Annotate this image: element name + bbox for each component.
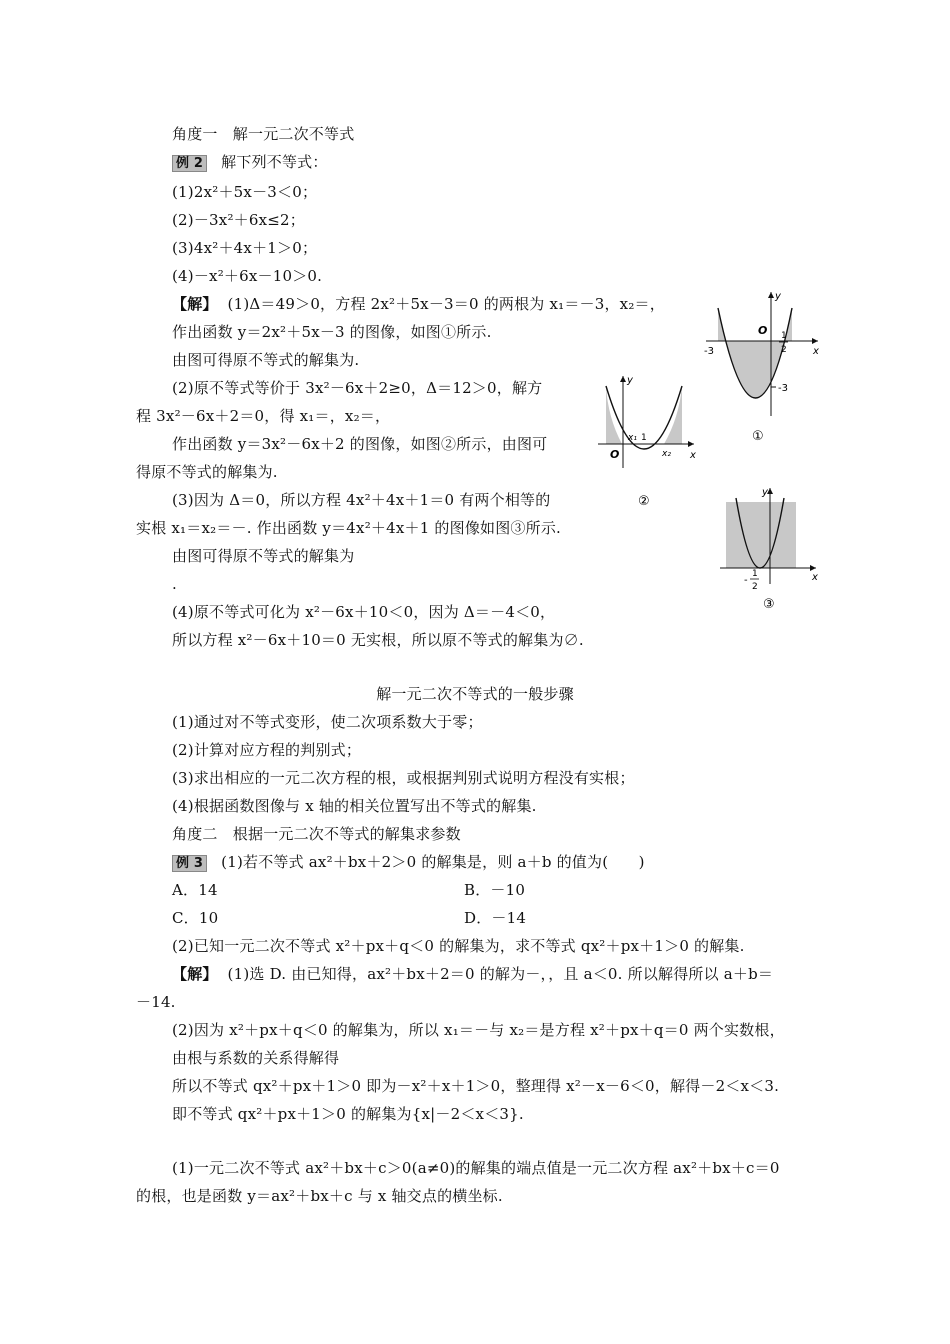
solution1-line-7: 得原不等式的解集为. xyxy=(136,463,278,481)
solution-label: 【解】 xyxy=(172,965,218,983)
x-axis-arrow xyxy=(812,338,818,344)
figure-3-caption: ③ xyxy=(763,597,775,612)
step-2: (2)计算对应方程的判别式； xyxy=(172,741,362,759)
left-root-label: -3 xyxy=(704,346,714,357)
y-axis-arrow xyxy=(768,292,774,298)
option-a: A．14 xyxy=(172,881,218,899)
inequality-2: (2)－3x²＋6x≤2； xyxy=(172,211,305,229)
right-root-den: 2 xyxy=(781,345,787,355)
solution1-line-11: . xyxy=(172,575,177,593)
x-axis-arrow xyxy=(688,441,694,447)
inequality-3: (3)4x²＋4x＋1＞0； xyxy=(172,239,318,257)
solution1-line-12: (4)原不等式可化为 x²－6x＋10＜0，因为 Δ＝－4＜0， xyxy=(172,603,556,621)
solution2-line-4: 由根与系数的关系得解得 xyxy=(172,1049,340,1067)
solution1-line-5: 程 3x²－6x＋2＝0，得 x₁＝，x₂＝， xyxy=(136,407,391,425)
origin-label: O xyxy=(758,324,768,337)
step-3: (3)求出相应的一元二次方程的根，或根据判别式说明方程没有实根； xyxy=(172,769,635,787)
solution1-line-4: (2)原不等式等价于 3x²－6x＋2≥0，Δ＝12＞0，解方 xyxy=(172,379,543,397)
x-label: x xyxy=(813,346,819,357)
solution2-line-5: 所以不等式 qx²＋px＋1＞0 即为－x²＋x＋1＞0，整理得 x²－x－6＜0，解得－2＜x＜3. xyxy=(172,1077,780,1095)
solution1-line-9: 实根 x₁＝x₂＝－. 作出函数 y＝4x²＋4x＋1 的图像如图③所示. xyxy=(136,519,561,537)
figure-2-graph xyxy=(596,372,701,512)
vertex-num: 1 xyxy=(752,569,758,579)
figure-1-caption: ① xyxy=(752,429,764,444)
angle1-heading: 角度一 解一元二次不等式 xyxy=(172,125,355,143)
angle2-heading: 角度二 根据一元二次不等式的解集求参数 xyxy=(172,825,461,843)
figure-2-caption: ② xyxy=(638,494,650,509)
x-label: x xyxy=(690,450,696,461)
steps-title: 解一元二次不等式的一般步骤 xyxy=(376,685,574,703)
solution1-text: (1)Δ＝49＞0，方程 2x²＋5x－3＝0 的两根为 x₁＝－3，x₂＝， xyxy=(227,295,665,313)
example3-line xyxy=(172,852,645,872)
shaded-region xyxy=(726,502,796,568)
solution2-line-6: 即不等式 qx²＋px＋1＞0 的解集为{x|－2＜x＜3}. xyxy=(172,1105,524,1123)
root2-label: x₂ xyxy=(662,449,671,459)
solution1-line-8: (3)因为 Δ＝0，所以方程 4x²＋4x＋1＝0 有两个相等的 xyxy=(172,491,551,509)
option-d: D．－14 xyxy=(464,909,527,927)
figure-3-graph xyxy=(718,484,823,612)
x-label: x xyxy=(812,572,818,583)
note-line-2: 的根，也是函数 y＝ax²＋bx＋c 与 x 轴交点的横坐标. xyxy=(136,1187,503,1205)
y-label: y xyxy=(775,291,781,302)
option-c: C．10 xyxy=(172,909,219,927)
y-label: y xyxy=(762,487,768,498)
example2-line xyxy=(172,152,328,172)
solution2-line-2: －14. xyxy=(136,993,176,1011)
note-line-1: (1)一元二次不等式 ax²＋bx＋c＞0(a≠0)的解集的端点值是一元二次方程 ax²＋bx＋c＝0 xyxy=(172,1159,780,1177)
example-tag: 例 2 xyxy=(172,155,207,172)
solution2-line-3: (2)因为 x²＋px＋q＜0 的解集为，所以 x₁＝－与 x₂＝是方程 x²＋px＋q＝0 两个实数根， xyxy=(172,1021,785,1039)
example3-question-1: (1)若不等式 ax²＋bx＋2＞0 的解集是，则 a＋b 的值为( ) xyxy=(221,853,645,871)
vertex-den: 2 xyxy=(752,582,758,592)
step-4: (4)根据函数图像与 x 轴的相关位置写出不等式的解集. xyxy=(172,797,537,815)
y-axis-arrow xyxy=(620,376,626,382)
option-b: B．－10 xyxy=(464,881,526,899)
step-1: (1)通过对不等式变形，使二次项系数大于零； xyxy=(172,713,483,731)
example2-prompt: 解下列不等式： xyxy=(221,153,328,171)
solution2-line-1 xyxy=(172,964,773,984)
solution1-line-1 xyxy=(172,294,665,314)
solution1-line-2: 作出函数 y＝2x²＋5x－3 的图像，如图①所示. xyxy=(172,323,492,341)
example3-question-2: (2)已知一元二次不等式 x²＋px＋q＜0 的解集为，求不等式 qx²＋px＋1＞0 的解集. xyxy=(172,937,745,955)
vertex-sign: - xyxy=(744,575,748,586)
solution-label: 【解】 xyxy=(172,295,218,313)
example-tag: 例 3 xyxy=(172,855,207,872)
y-intercept-label: -3 xyxy=(778,383,788,394)
solution1-line-3: 由图可得原不等式的解集为. xyxy=(172,351,360,369)
solution1-line-6: 作出函数 y＝3x²－6x＋2 的图像，如图②所示，由图可 xyxy=(172,435,548,453)
y-label: y xyxy=(627,375,633,386)
figure-1-graph xyxy=(700,288,825,446)
inequality-1: (1)2x²＋5x－3＜0； xyxy=(172,183,318,201)
x-axis-arrow xyxy=(810,565,816,571)
solution1-line-13: 所以方程 x²－6x＋10＝0 无实根，所以原不等式的解集为∅. xyxy=(172,631,584,649)
origin-label: O xyxy=(610,448,620,461)
one-label: 1 xyxy=(641,433,647,443)
solution1-line-10: 由图可得原不等式的解集为 xyxy=(172,547,355,565)
inequality-4: (4)－x²＋6x－10＞0. xyxy=(172,267,323,285)
root1-label: x₁ xyxy=(628,433,637,443)
right-root-num: 1 xyxy=(781,331,787,341)
solution2-text: (1)选 D. 由已知得，ax²＋bx＋2＝0 的解为－，，且 a＜0. 所以解得所以 a＋b＝ xyxy=(227,965,774,983)
